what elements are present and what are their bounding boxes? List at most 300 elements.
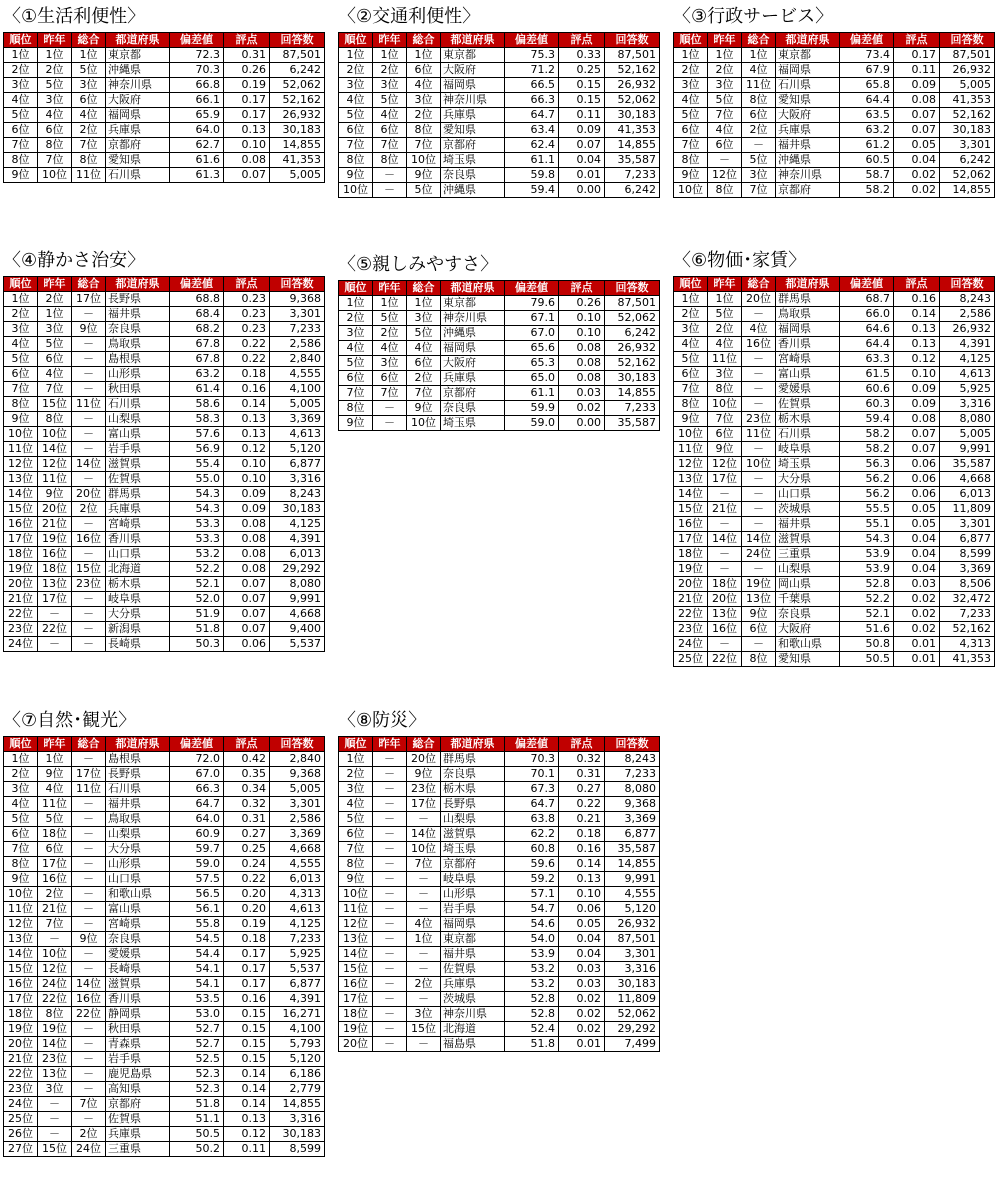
- responses-cell: 2,779: [270, 1082, 325, 1097]
- rank-cell: 11位: [4, 902, 38, 917]
- last-year-cell: 1位: [38, 48, 72, 63]
- score-cell: 0.07: [559, 138, 605, 153]
- table-header-row: [339, 737, 660, 752]
- deviation-cell: 66.3: [170, 782, 224, 797]
- rank-cell: 24位: [674, 637, 708, 652]
- rank-cell: 5位: [339, 356, 373, 371]
- overall-cell: 8位: [742, 652, 776, 667]
- section-8-disaster-prevention: [338, 710, 659, 1052]
- table-row: [674, 622, 995, 637]
- score-cell: 0.13: [894, 322, 940, 337]
- deviation-cell: 63.8: [505, 812, 559, 827]
- overall-cell: 24位: [742, 547, 776, 562]
- responses-cell: 8,080: [940, 412, 995, 427]
- overall-cell: 1位: [742, 48, 776, 63]
- prefecture-cell: 岩手県: [106, 442, 170, 457]
- responses-cell: 30,183: [270, 123, 325, 138]
- score-cell: 0.18: [559, 827, 605, 842]
- score-cell: 0.35: [224, 767, 270, 782]
- responses-cell: 2,586: [270, 812, 325, 827]
- header-overall: 総合: [407, 33, 441, 48]
- rank-cell: 6位: [339, 123, 373, 138]
- table-row: [4, 532, 325, 547]
- header-overall: 総合: [742, 33, 776, 48]
- responses-cell: 5,537: [270, 962, 325, 977]
- deviation-cell: 53.5: [170, 992, 224, 1007]
- responses-cell: 26,932: [940, 63, 995, 78]
- prefecture-cell: 奈良県: [106, 932, 170, 947]
- score-cell: 0.07: [224, 622, 270, 637]
- prefecture-cell: 兵庫県: [776, 123, 840, 138]
- table-row: [4, 1097, 325, 1112]
- score-cell: 0.15: [224, 1052, 270, 1067]
- deviation-cell: 50.2: [170, 1142, 224, 1157]
- header-prefecture: 都道府県: [441, 281, 505, 296]
- overall-cell: －: [72, 1037, 106, 1052]
- overall-cell: －: [72, 607, 106, 622]
- table-row: [4, 487, 325, 502]
- table-row: [339, 1037, 660, 1052]
- responses-cell: 26,932: [605, 78, 660, 93]
- overall-cell: 9位: [72, 932, 106, 947]
- overall-cell: －: [72, 382, 106, 397]
- header-score: 評点: [894, 33, 940, 48]
- deviation-cell: 60.3: [840, 397, 894, 412]
- deviation-cell: 56.5: [170, 887, 224, 902]
- overall-cell: 14位: [742, 532, 776, 547]
- last-year-cell: 13位: [38, 577, 72, 592]
- rank-cell: 19位: [674, 562, 708, 577]
- responses-cell: 3,301: [270, 797, 325, 812]
- last-year-cell: 17位: [38, 592, 72, 607]
- table-row: [4, 337, 325, 352]
- rank-cell: 16位: [674, 517, 708, 532]
- deviation-cell: 64.7: [505, 797, 559, 812]
- table-row: [339, 917, 660, 932]
- responses-cell: 4,613: [270, 427, 325, 442]
- last-year-cell: 7位: [373, 386, 407, 401]
- last-year-cell: 16位: [38, 872, 72, 887]
- table-row: [4, 382, 325, 397]
- deviation-cell: 53.2: [505, 977, 559, 992]
- score-cell: 0.07: [224, 168, 270, 183]
- responses-cell: 26,932: [605, 917, 660, 932]
- deviation-cell: 55.0: [170, 472, 224, 487]
- rank-cell: 8位: [4, 153, 38, 168]
- rank-cell: 3位: [4, 782, 38, 797]
- prefecture-cell: 大阪府: [776, 622, 840, 637]
- last-year-cell: －: [708, 153, 742, 168]
- score-cell: 0.01: [894, 652, 940, 667]
- table-row: [674, 652, 995, 667]
- last-year-cell: 10位: [38, 168, 72, 183]
- deviation-cell: 64.0: [170, 123, 224, 138]
- deviation-cell: 52.2: [170, 562, 224, 577]
- overall-cell: 9位: [407, 767, 441, 782]
- deviation-cell: 52.1: [840, 607, 894, 622]
- rank-cell: 4位: [339, 341, 373, 356]
- overall-cell: －: [742, 397, 776, 412]
- deviation-cell: 70.3: [505, 752, 559, 767]
- last-year-cell: 18位: [708, 577, 742, 592]
- rank-cell: 11位: [339, 902, 373, 917]
- header-last-year: 昨年: [38, 33, 72, 48]
- rank-cell: 17位: [674, 532, 708, 547]
- rank-cell: 3位: [4, 78, 38, 93]
- overall-cell: 2位: [72, 123, 106, 138]
- overall-cell: －: [72, 307, 106, 322]
- prefecture-cell: 京都府: [106, 138, 170, 153]
- score-cell: 0.25: [224, 842, 270, 857]
- responses-cell: 16,271: [270, 1007, 325, 1022]
- rank-cell: 10位: [4, 887, 38, 902]
- last-year-cell: 9位: [708, 442, 742, 457]
- score-cell: 0.23: [224, 322, 270, 337]
- prefecture-cell: 富山県: [106, 427, 170, 442]
- overall-cell: －: [72, 797, 106, 812]
- responses-cell: 5,120: [270, 442, 325, 457]
- prefecture-cell: 埼玉県: [441, 153, 505, 168]
- prefecture-cell: 埼玉県: [441, 416, 505, 431]
- overall-cell: 10位: [742, 457, 776, 472]
- rank-cell: 24位: [4, 1097, 38, 1112]
- score-cell: 0.11: [559, 108, 605, 123]
- deviation-cell: 64.7: [505, 108, 559, 123]
- score-cell: 0.06: [894, 457, 940, 472]
- rank-cell: 7位: [339, 386, 373, 401]
- responses-cell: 7,233: [605, 168, 660, 183]
- deviation-cell: 59.2: [505, 872, 559, 887]
- score-cell: 0.17: [224, 93, 270, 108]
- deviation-cell: 51.8: [505, 1037, 559, 1052]
- overall-cell: －: [742, 472, 776, 487]
- responses-cell: 9,991: [605, 872, 660, 887]
- table-row: [4, 932, 325, 947]
- rank-cell: 24位: [4, 637, 38, 652]
- prefecture-cell: 山梨県: [776, 562, 840, 577]
- table-row: [4, 1127, 325, 1142]
- score-cell: 0.24: [224, 857, 270, 872]
- table-row: [4, 1112, 325, 1127]
- responses-cell: 5,537: [270, 637, 325, 652]
- table-row: [339, 183, 660, 198]
- score-cell: 0.01: [559, 1037, 605, 1052]
- overall-cell: －: [72, 472, 106, 487]
- section-title: 〈①生活利便性〉: [3, 6, 146, 27]
- deviation-cell: 58.7: [840, 168, 894, 183]
- rank-cell: 6位: [674, 367, 708, 382]
- responses-cell: 9,991: [940, 442, 995, 457]
- prefecture-cell: 福井県: [106, 307, 170, 322]
- deviation-cell: 63.4: [505, 123, 559, 138]
- header-deviation: 偏差値: [505, 737, 559, 752]
- section-title: 〈③行政サービス〉: [673, 6, 834, 27]
- prefecture-cell: 愛知県: [776, 93, 840, 108]
- overall-cell: －: [72, 1067, 106, 1082]
- rank-cell: 2位: [339, 311, 373, 326]
- last-year-cell: －: [373, 902, 407, 917]
- score-cell: 0.02: [894, 592, 940, 607]
- prefecture-cell: 富山県: [106, 902, 170, 917]
- last-year-cell: －: [38, 932, 72, 947]
- overall-cell: －: [72, 1022, 106, 1037]
- deviation-cell: 68.4: [170, 307, 224, 322]
- prefecture-cell: 佐賀県: [106, 1112, 170, 1127]
- overall-cell: 5位: [742, 153, 776, 168]
- section-6-prices-rent: [673, 250, 994, 667]
- responses-cell: 32,472: [940, 592, 995, 607]
- last-year-cell: 13位: [38, 1067, 72, 1082]
- deviation-cell: 59.4: [505, 183, 559, 198]
- deviation-cell: 56.1: [170, 902, 224, 917]
- prefecture-cell: 東京都: [441, 296, 505, 311]
- table-row: [339, 932, 660, 947]
- table-row: [339, 401, 660, 416]
- overall-cell: 4位: [742, 322, 776, 337]
- last-year-cell: 9位: [38, 767, 72, 782]
- rank-cell: 20位: [339, 1037, 373, 1052]
- deviation-cell: 68.7: [840, 292, 894, 307]
- header-rank: 順位: [339, 281, 373, 296]
- score-cell: 0.03: [559, 386, 605, 401]
- rank-cell: 5位: [4, 352, 38, 367]
- table-row: [339, 416, 660, 431]
- deviation-cell: 53.2: [170, 547, 224, 562]
- overall-cell: 23位: [742, 412, 776, 427]
- prefecture-cell: 石川県: [776, 78, 840, 93]
- responses-cell: 5,005: [270, 397, 325, 412]
- last-year-cell: －: [708, 547, 742, 562]
- header-deviation: 偏差値: [840, 277, 894, 292]
- responses-cell: 4,668: [270, 842, 325, 857]
- score-cell: 0.04: [559, 947, 605, 962]
- table-row: [4, 562, 325, 577]
- rank-cell: 1位: [339, 296, 373, 311]
- responses-cell: 52,062: [940, 168, 995, 183]
- prefecture-cell: 山口県: [776, 487, 840, 502]
- overall-cell: －: [72, 337, 106, 352]
- deviation-cell: 64.6: [840, 322, 894, 337]
- deviation-cell: 59.4: [840, 412, 894, 427]
- prefecture-cell: 神奈川県: [106, 78, 170, 93]
- responses-cell: 29,292: [270, 562, 325, 577]
- rank-cell: 4位: [4, 797, 38, 812]
- table-row: [674, 607, 995, 622]
- deviation-cell: 67.3: [505, 782, 559, 797]
- last-year-cell: 3位: [38, 322, 72, 337]
- section-3-administrative-services: [673, 6, 994, 198]
- score-cell: 0.10: [224, 457, 270, 472]
- last-year-cell: 11位: [38, 797, 72, 812]
- table-row: [674, 502, 995, 517]
- last-year-cell: 2位: [38, 292, 72, 307]
- score-cell: 0.16: [224, 382, 270, 397]
- rank-cell: 1位: [339, 752, 373, 767]
- prefecture-cell: 神奈川県: [441, 311, 505, 326]
- score-cell: 0.02: [894, 183, 940, 198]
- responses-cell: 6,877: [940, 532, 995, 547]
- table-row: [339, 992, 660, 1007]
- last-year-cell: －: [373, 872, 407, 887]
- score-cell: 0.14: [224, 1097, 270, 1112]
- ranking-table: [3, 736, 325, 1157]
- score-cell: 0.26: [224, 63, 270, 78]
- overall-cell: 10位: [407, 842, 441, 857]
- overall-cell: 15位: [407, 1022, 441, 1037]
- overall-cell: －: [742, 637, 776, 652]
- table-row: [674, 108, 995, 123]
- rank-cell: 12位: [339, 917, 373, 932]
- prefecture-cell: 秋田県: [106, 382, 170, 397]
- table-row: [674, 562, 995, 577]
- score-cell: 0.04: [894, 532, 940, 547]
- rank-cell: 15位: [339, 962, 373, 977]
- table-row: [674, 472, 995, 487]
- overall-cell: －: [742, 307, 776, 322]
- table-header-row: [674, 33, 995, 48]
- table-row: [339, 311, 660, 326]
- rank-cell: 8位: [4, 857, 38, 872]
- responses-cell: 4,100: [270, 382, 325, 397]
- overall-cell: 23位: [407, 782, 441, 797]
- score-cell: 0.25: [559, 63, 605, 78]
- overall-cell: 8位: [72, 153, 106, 168]
- rank-cell: 6位: [674, 123, 708, 138]
- last-year-cell: 12位: [38, 457, 72, 472]
- responses-cell: 3,301: [605, 947, 660, 962]
- overall-cell: －: [407, 812, 441, 827]
- last-year-cell: 1位: [708, 292, 742, 307]
- table-row: [674, 78, 995, 93]
- score-cell: 0.18: [224, 367, 270, 382]
- overall-cell: 10位: [407, 153, 441, 168]
- responses-cell: 30,183: [270, 502, 325, 517]
- responses-cell: 3,301: [940, 138, 995, 153]
- header-rank: 順位: [4, 277, 38, 292]
- prefecture-cell: 大阪府: [441, 356, 505, 371]
- ranking-table: [673, 32, 995, 198]
- header-prefecture: 都道府県: [441, 737, 505, 752]
- score-cell: 0.16: [559, 842, 605, 857]
- score-cell: 0.10: [559, 326, 605, 341]
- deviation-cell: 59.0: [170, 857, 224, 872]
- score-cell: 0.19: [224, 78, 270, 93]
- responses-cell: 3,369: [605, 812, 660, 827]
- header-rank: 順位: [339, 737, 373, 752]
- responses-cell: 5,005: [270, 168, 325, 183]
- prefecture-cell: 長野県: [106, 767, 170, 782]
- last-year-cell: 6位: [38, 842, 72, 857]
- last-year-cell: －: [373, 1022, 407, 1037]
- rank-cell: 13位: [4, 472, 38, 487]
- prefecture-cell: 山形県: [106, 367, 170, 382]
- rank-cell: 21位: [4, 592, 38, 607]
- table-row: [4, 872, 325, 887]
- table-row: [4, 472, 325, 487]
- overall-cell: 7位: [742, 183, 776, 198]
- rank-cell: 19位: [339, 1022, 373, 1037]
- section-title: 〈⑧防災〉: [338, 710, 427, 731]
- last-year-cell: 5位: [708, 307, 742, 322]
- header-rank: 順位: [674, 277, 708, 292]
- responses-cell: 6,877: [270, 977, 325, 992]
- rank-cell: 21位: [4, 1052, 38, 1067]
- rank-cell: 7位: [674, 138, 708, 153]
- deviation-cell: 58.2: [840, 183, 894, 198]
- prefecture-cell: 愛媛県: [106, 947, 170, 962]
- responses-cell: 3,369: [270, 827, 325, 842]
- responses-cell: 4,313: [270, 887, 325, 902]
- overall-cell: 17位: [72, 292, 106, 307]
- score-cell: 0.16: [894, 292, 940, 307]
- overall-cell: 7位: [72, 138, 106, 153]
- rank-cell: 7位: [4, 382, 38, 397]
- deviation-cell: 63.5: [840, 108, 894, 123]
- deviation-cell: 50.5: [840, 652, 894, 667]
- score-cell: 0.07: [894, 427, 940, 442]
- rank-cell: 8位: [4, 397, 38, 412]
- rank-cell: 22位: [4, 607, 38, 622]
- score-cell: 0.02: [894, 607, 940, 622]
- prefecture-cell: 鳥取県: [106, 337, 170, 352]
- responses-cell: 2,840: [270, 752, 325, 767]
- last-year-cell: 4位: [373, 341, 407, 356]
- score-cell: 0.27: [224, 827, 270, 842]
- last-year-cell: 21位: [38, 517, 72, 532]
- table-row: [4, 397, 325, 412]
- rank-cell: 2位: [674, 63, 708, 78]
- prefecture-cell: 香川県: [776, 337, 840, 352]
- prefecture-cell: 福岡県: [441, 78, 505, 93]
- overall-cell: －: [742, 442, 776, 457]
- header-deviation: 偏差値: [170, 33, 224, 48]
- responses-cell: 35,587: [605, 416, 660, 431]
- table-row: [4, 1142, 325, 1157]
- responses-cell: 52,162: [940, 108, 995, 123]
- table-row: [674, 577, 995, 592]
- prefecture-cell: 京都府: [441, 857, 505, 872]
- overall-cell: －: [72, 947, 106, 962]
- deviation-cell: 65.9: [170, 108, 224, 123]
- deviation-cell: 65.3: [505, 356, 559, 371]
- prefecture-cell: 滋賀県: [441, 827, 505, 842]
- overall-cell: 6位: [407, 356, 441, 371]
- score-cell: 0.17: [224, 977, 270, 992]
- score-cell: 0.09: [559, 123, 605, 138]
- overall-cell: 3位: [407, 1007, 441, 1022]
- responses-cell: 52,062: [605, 1007, 660, 1022]
- score-cell: 0.03: [559, 962, 605, 977]
- deviation-cell: 63.3: [840, 352, 894, 367]
- ranking-table: [338, 32, 660, 198]
- deviation-cell: 59.0: [505, 416, 559, 431]
- responses-cell: 26,932: [940, 322, 995, 337]
- responses-cell: 8,599: [940, 547, 995, 562]
- rank-cell: 6位: [339, 827, 373, 842]
- overall-cell: 3位: [72, 78, 106, 93]
- table-row: [4, 752, 325, 767]
- prefecture-cell: 岡山県: [776, 577, 840, 592]
- score-cell: 0.10: [559, 311, 605, 326]
- overall-cell: 1位: [407, 296, 441, 311]
- responses-cell: 5,005: [940, 78, 995, 93]
- score-cell: 0.17: [224, 947, 270, 962]
- responses-cell: 5,005: [270, 782, 325, 797]
- table-row: [4, 1007, 325, 1022]
- last-year-cell: 10位: [708, 397, 742, 412]
- table-row: [4, 812, 325, 827]
- score-cell: 0.05: [894, 502, 940, 517]
